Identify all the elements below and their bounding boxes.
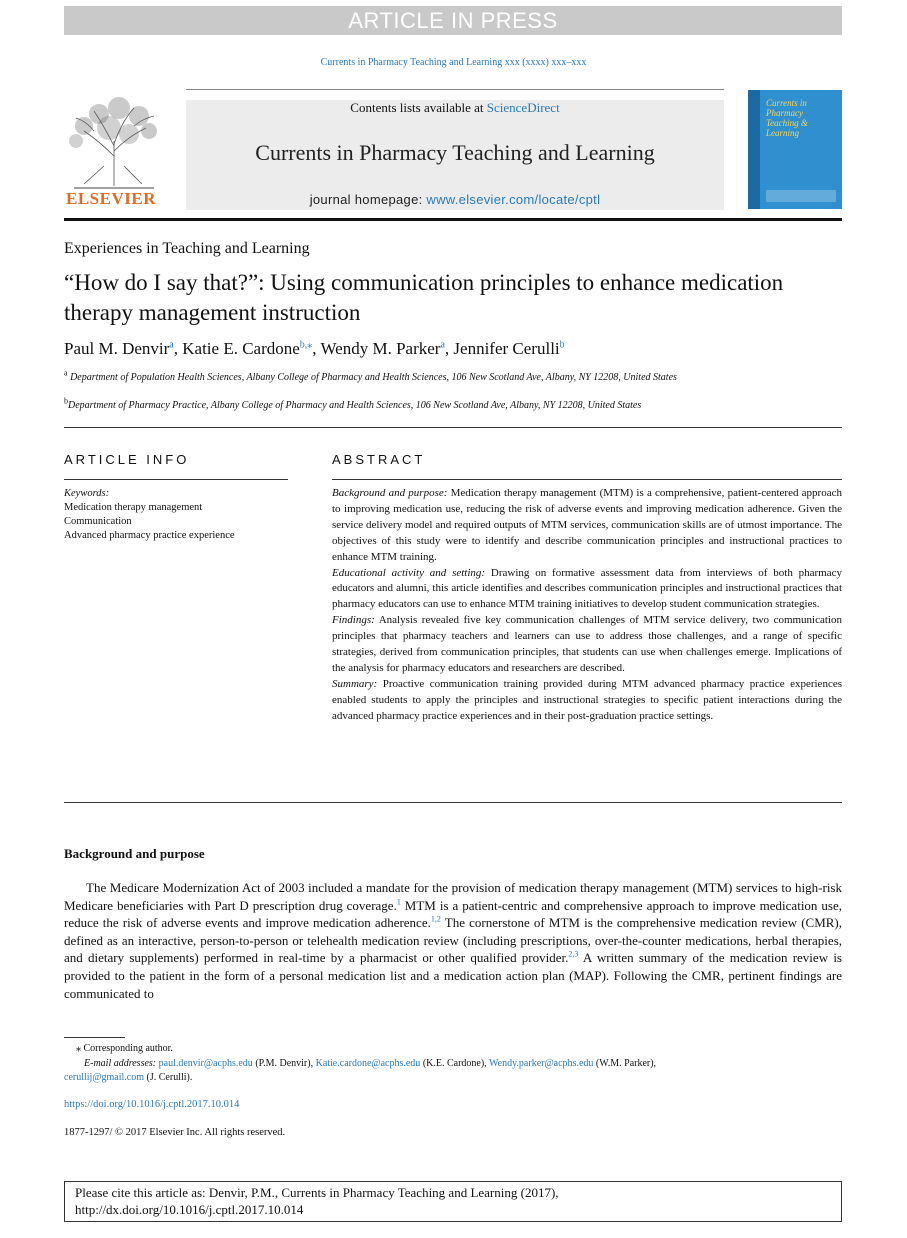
author-separator: , — [312, 339, 321, 358]
abstract-paragraph — [332, 677, 842, 725]
affiliation-mark: b — [64, 396, 68, 406]
corresponding-author-note: ⁎ Corresponding author. — [76, 1043, 173, 1054]
elsevier-logo — [64, 96, 176, 214]
keywords-block — [64, 487, 288, 543]
email-link[interactable]: Wendy.parker@acphs.edu — [489, 1057, 594, 1069]
email-link[interactable]: Katie.cardone@acphs.edu — [315, 1057, 421, 1069]
journal-homepage — [186, 192, 724, 207]
abstract-text: Medication therapy management (MTM) is a comprehensive, patient-centered approach to improving medication use, reducing the risk of adverse events and improving medication adherence. Given the service delivery model and required outputs of MTM services, communication skills are of utmost importance. The objectives of this study were to identify and describe communication principles and instructional practices to enhance MTM training. — [332, 487, 842, 563]
citation-ref[interactable]: 1,2 — [430, 914, 441, 924]
author-name[interactable]: Paul M. Denvir — [64, 339, 170, 358]
section-heading: Background and purpose — [64, 846, 205, 861]
citation-ref[interactable]: 1 — [396, 897, 401, 907]
article-info-heading: ARTICLE INFO — [64, 452, 190, 467]
author-affiliation-mark[interactable]: b — [559, 339, 565, 351]
author-separator: , — [173, 339, 183, 358]
author-affiliation-mark[interactable]: b,⁎ — [299, 339, 313, 351]
citation-ref[interactable]: 2,3 — [568, 950, 579, 960]
abstract-label: Background and purpose: — [332, 487, 448, 499]
author-list — [64, 339, 844, 359]
running-head-link[interactable]: Currents in Pharmacy Teaching and Learning xxx (xxxx) xxx–xxx — [320, 57, 587, 68]
homepage-link[interactable]: www.elsevier.com/locate/cptl — [426, 192, 601, 207]
citation-box — [64, 1181, 842, 1222]
contents-line — [186, 100, 724, 116]
author-name[interactable]: Jennifer Cerulli — [453, 339, 560, 358]
doi-link[interactable]: https://doi.org/10.1016/j.cptl.2017.10.014 — [64, 1099, 240, 1110]
author-name[interactable]: Katie E. Cardone — [182, 339, 300, 358]
email-addresses — [64, 1057, 842, 1072]
journal-title: Currents in Pharmacy Teaching and Learning — [255, 140, 655, 165]
email-link[interactable]: paul.denvir@acphs.edu — [158, 1057, 253, 1069]
body-text: The cornerstone of MTM is the comprehensive medication review (CMR), defined as an interactive, person-to-person or telehealth medication review (including prescriptions, over-the-counter medications, herbal therapies, and dietary supplements) performed in real-time by a pharmacist or other qualified provider. — [64, 915, 842, 966]
abstract-text: Proactive communication training provided during MTM advanced pharmacy practice experiences enabled students to apply the principles and instructional strategies to specific patient interactions during the advanced pharmacy practice experiences and in their post-graduation practice settings. — [332, 677, 842, 722]
body-text: MTM is a patient-centric and comprehensive approach to improve medication use, reduce the risk of adverse events and improve medication adherence. — [64, 897, 842, 931]
header-thick-rule — [64, 218, 842, 221]
abstract-text: Analysis revealed five key communication challenges of MTM service delivery, two communication principles that pharmacy teachers and learners can use to address those challenges, and a range of specific strategies, derived from communication principles, that students can use when challenges emerge. Implications of the analysis for pharmacy educators and researchers are described. — [332, 614, 842, 674]
abstract-label: Educational activity and setting: — [332, 566, 486, 579]
affiliation-text: Department of Population Health Sciences, Albany College of Pharmacy and Health Sciences, 106 New Scotland Ave, Albany, NY 12208, United States — [70, 372, 677, 383]
cover-spine — [748, 90, 760, 209]
email-owner: (J. Cerulli). — [144, 1072, 193, 1083]
abstract-body — [332, 486, 842, 725]
sciencedirect-link[interactable]: ScienceDirect — [486, 100, 560, 115]
abstract-text: Drawing on formative assessment data from interviews of both pharmacy educators and alumni, this article identifies and describes communication principles and instructional practices that pharmacy educators can use to enhance MTM training initiatives to develop student communication strategies. — [332, 566, 842, 611]
email-addresses-cont — [64, 1071, 842, 1086]
contents-prefix: Contents lists available at — [350, 100, 487, 115]
email-label: E-mail addresses: — [84, 1057, 157, 1069]
copyright-line: 1877-1297/ © 2017 Elsevier Inc. All rights reserved. — [64, 1127, 286, 1138]
author-separator: , — [444, 339, 454, 358]
abstract-end-rule — [64, 802, 842, 803]
abstract-label: Findings: — [332, 614, 375, 627]
cover-footer-band — [766, 190, 836, 202]
article-info-rule — [64, 479, 288, 480]
elsevier-wordmark: ELSEVIER — [66, 189, 156, 208]
abstract-label: Summary: — [332, 677, 378, 690]
footnote-rule — [64, 1037, 125, 1038]
affiliation-mark: a — [64, 368, 68, 378]
abstract-heading: ABSTRACT — [332, 452, 426, 467]
author-name[interactable]: Wendy M. Parker — [320, 339, 441, 358]
keywords-label: Keywords: — [64, 488, 110, 499]
journal-cover-thumbnail[interactable] — [748, 90, 842, 209]
homepage-prefix: journal homepage: — [309, 192, 427, 207]
body-text: A written summary of the medication review is provided to the patient in the form of a personal medication list and a medication action plan (MAP). Following the CMR, pertinent findings are communicated to — [64, 950, 842, 1001]
footnotes — [64, 1042, 842, 1086]
affiliation-b — [64, 396, 764, 413]
affiliation-text: Department of Pharmacy Practice, Albany College of Pharmacy and Health Sciences, 106 New Scotland Ave, Albany, NY 12208, United States — [68, 400, 642, 411]
email-owner: (W.M. Parker), — [593, 1057, 657, 1069]
email-link[interactable]: cerullij@gmail.com — [64, 1072, 145, 1083]
body-paragraph — [64, 879, 842, 1002]
cover-title: Currents in Pharmacy Teaching & Learning — [766, 98, 808, 138]
abstract-paragraph — [332, 613, 842, 677]
affiliation-a — [64, 368, 744, 385]
email-owner: (P.M. Denvir), — [252, 1057, 316, 1069]
header-top-rule — [186, 89, 724, 90]
tree-icon — [64, 96, 164, 191]
author-affiliation-mark[interactable]: a — [440, 339, 445, 351]
abstract-rule — [332, 479, 842, 480]
article-title: “How do I say that?”: Using communication principles to enhance medication therapy management instruction — [64, 270, 784, 325]
affiliation-rule — [64, 427, 842, 428]
email-owner: (K.E. Cardone), — [420, 1057, 489, 1069]
citation-line: Please cite this article as: Denvir, P.M., Currents in Pharmacy Teaching and Learning (2017), — [75, 1185, 559, 1200]
section-type: Experiences in Teaching and Learning — [64, 240, 310, 257]
keyword-item: Communication — [64, 516, 132, 527]
abstract-paragraph — [332, 486, 842, 566]
keyword-item: Medication therapy management — [64, 502, 203, 513]
author-affiliation-mark[interactable]: a — [169, 339, 174, 351]
keyword-item: Advanced pharmacy practice experience — [64, 530, 235, 541]
citation-doi-link[interactable]: http://dx.doi.org/10.1016/j.cptl.2017.10.014 — [75, 1202, 304, 1217]
abstract-paragraph — [332, 566, 842, 614]
body-text: The Medicare Modernization Act of 2003 included a mandate for the provision of medication therapy management (MTM) services to high-risk Medicare beneficiaries with Part D prescription drug coverage. — [64, 880, 842, 913]
article-in-press-banner: ARTICLE IN PRESS — [64, 6, 842, 35]
